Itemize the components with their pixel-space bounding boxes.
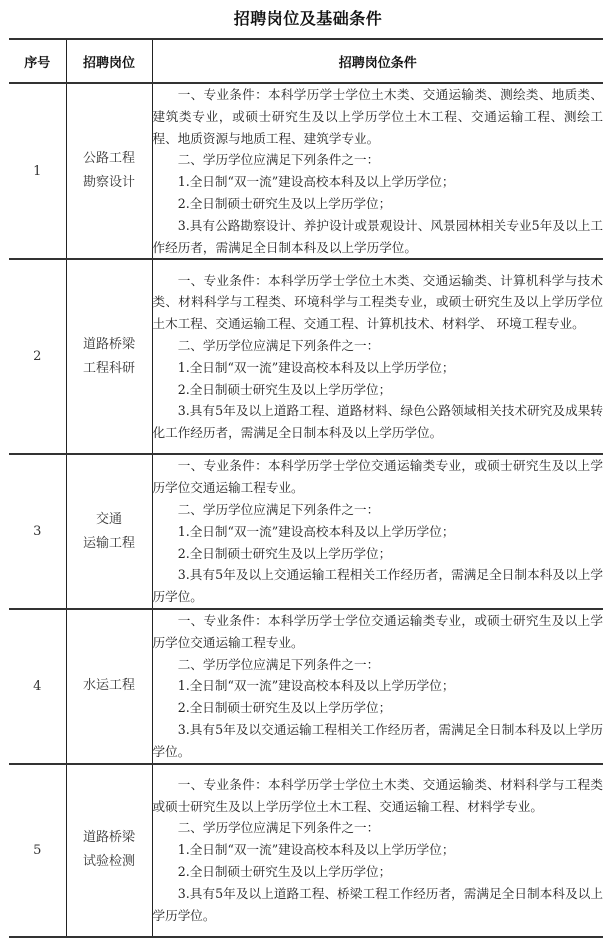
header-conditions: 招聘岗位条件 [152,39,603,83]
table-row [9,259,603,454]
header-number: 序号 [9,39,66,83]
position-line-1: 水运工程 [82,678,135,694]
row-number: 5 [9,764,66,937]
degree-item-1: 1.全日制“双一流”建设高校本科及以上学历学位； [177,678,455,694]
degree-item-2: 2.全日制硕士研究生及以上学历学位； [177,381,392,397]
row-number: 3 [9,454,66,609]
degree-item-2: 2.全日制硕士研究生及以上学历学位； [177,700,392,716]
document-title: 招聘岗位及基础条件 [233,9,383,28]
degree-item-2: 2.全日制硕士研究生及以上学历学位； [177,195,392,211]
table-header-row [9,39,603,83]
major-condition: 一、专业条件：本科学历学士学位交通运输类专业，或硕士研究生及以上学历学位交通运输工程专业。 [152,612,603,650]
degree-intro: 二、学历学位应满足下列条件之一： [177,501,380,517]
position-conditions [152,609,603,764]
positions-table [9,38,603,938]
degree-item-3: 3.具有5年及以上交通运输工程相关工作经历者，需满足全日制本科及以上学历学位。 [152,567,603,605]
degree-item-3: 3.具有5年及以交通运输工程相关工作经历者，需满足全日制本科及以上学历学位。 [152,721,603,759]
position-line-1: 道路桥梁 [82,830,135,846]
degree-item-1: 1.全日制“双一流”建设高校本科及以上学历学位； [177,174,455,190]
position-name [66,764,152,937]
position-conditions [152,259,603,454]
degree-item-3: 3.具有5年及以上道路工程、道路材料、绿色公路领域相关技术研究及成果转化工作经历者，需满足全日制本科及以上学历学位。 [152,403,603,441]
position-line-2: 试验检测 [82,854,135,870]
degree-intro: 二、学历学位应满足下列条件之一： [177,656,380,672]
row-number: 4 [9,609,66,764]
position-conditions [152,764,603,937]
degree-item-1: 1.全日制“双一流”建设高校本科及以上学历学位； [177,523,455,539]
degree-intro: 二、学历学位应满足下列条件之一： [177,152,380,168]
row-number: 1 [9,83,66,259]
degree-intro: 二、学历学位应满足下列条件之一： [177,338,380,354]
position-line-1: 道路桥梁 [82,336,135,352]
position-name [66,609,152,764]
table-row [9,609,603,764]
table-row [9,764,603,937]
degree-item-3: 3.具有5年及以上道路工程、桥梁工程工作经历者，需满足全日制本科及以上学历学位。 [152,885,603,923]
degree-item-3: 3.具有公路勘察设计、养护设计或景观设计、风景园林相关专业5年及以上工作经历者，需满足全日制本科及以上学历学位。 [152,217,603,255]
position-name [66,259,152,454]
position-line-1: 交通 [95,511,122,527]
degree-item-1: 1.全日制“双一流”建设高校本科及以上学历学位； [177,842,455,858]
row-number: 2 [9,259,66,454]
position-line-2: 工程科研 [82,360,135,376]
position-name [66,454,152,609]
position-line-1: 公路工程 [82,151,135,167]
major-condition: 一、专业条件：本科学历学士学位土木类、交通运输类、材料科学与工程类或硕士研究生及以上学历学位土木工程、交通运输工程、材料学专业。 [152,776,603,814]
header-position: 招聘岗位 [66,39,152,83]
major-condition: 一、专业条件：本科学历学士学位土木类、交通运输类、计算机科学与技术类、材料科学与工程类、环境科学与工程类专业，或硕士研究生及以上学历学位土木工程、交通运输工程、交通工程、计算机技术、材料学、 环境工程专业。 [152,272,603,332]
table-row [9,454,603,609]
major-condition: 一、专业条件：本科学历学士学位交通运输类专业，或硕士研究生及以上学历学位交通运输工程专业。 [152,458,603,496]
major-condition: 一、专业条件：本科学历学士学位土木类、交通运输类、测绘类、地质类、建筑类专业，或硕士研究生及以上学历学位土木工程、交通运输工程、测绘工程、地质资源与地质工程、建筑学专业。 [152,87,603,146]
position-conditions [152,83,603,259]
degree-intro: 二、学历学位应满足下列条件之一： [177,820,380,836]
table-row [9,83,603,259]
degree-item-2: 2.全日制硕士研究生及以上学历学位； [177,863,392,879]
degree-item-2: 2.全日制硕士研究生及以上学历学位； [177,545,392,561]
position-line-2: 运输工程 [82,535,135,551]
position-name [66,83,152,259]
position-line-2: 勘察设计 [82,175,135,191]
position-conditions [152,454,603,609]
degree-item-1: 1.全日制“双一流”建设高校本科及以上学历学位； [177,359,455,375]
